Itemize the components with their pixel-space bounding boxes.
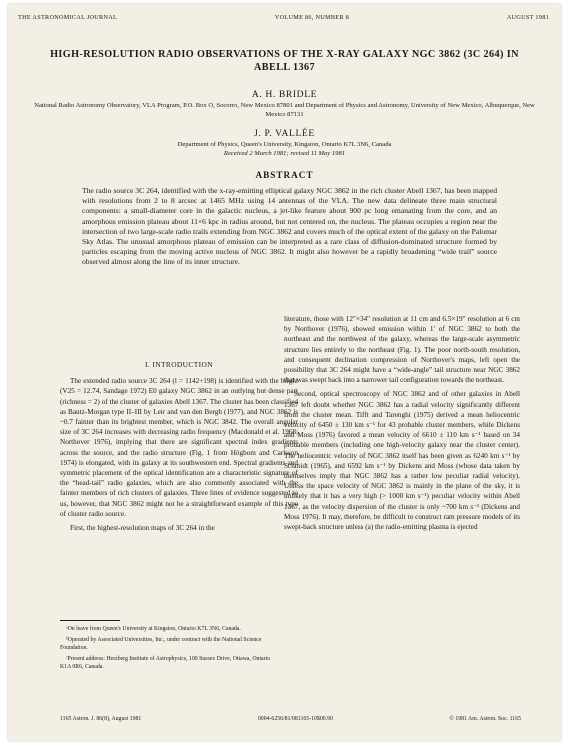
left-column — [60, 360, 298, 537]
body-paragraph: Second, optical spectroscopy of NGC 3862 and of other galaxies in Abell 1367 left doubt whether NGC 3862 has a radial velocity significantly different from the cluster mean. Tifft and Tarenghi (1975) derived a mean heliocentric velocity of 6450 ± 130 km s⁻¹ for 43 probable cluster members, while Dickens and Moss (1976) favored a mean velocity of 6610 ± 110 km s⁻¹ based on 34 probable members (including one high-velocity galaxy near the cluster center). The heliocentric velocity of NGC 3862 itself has been given as 6240 km s⁻¹ by Schmidt (1965), and 6592 km s⁻¹ by Dickens and Moss (whose data taken by themselves imply that NGC 3862 has a rather low peculiar radial velocity). Unless the space velocity of NGC 3862 is mainly in the plane of the sky, it is unlikely that it has a very high (> 1000 km s⁻¹) peculiar velocity within Abell 1367, as the velocity dispersion of the cluster is only ~700 km s⁻¹ (Dickens and Moss 1976). It may, therefore, be difficult to construct ram pressure models of its swept-back structure unless (a) the radio-emitting plasma is ejected — [284, 390, 520, 532]
footer-citation: 1165 Astron. J. 86(8), August 1981 — [60, 716, 142, 722]
abstract-text: The radio source 3C 264, identified with the x-ray-emitting elliptical galaxy NGC 3862 in the rich cluster Abell 1367, has been mapped with resolutions from 2 to 8 arcsec at 1465 MHz using 14 antennas of the VLA. The new data delineate three main structural components: a small-diameter core in the galactic nucleus, a jet-like feature about 900 pc long emanating from the core, and an amorphous emission plateau about 11×6 kpc in radius around, but not centered on, the nucleus. The plateau occupies a region near the intersection of two large-scale radio trails extending from NGC 3862 and covers much of the optical extent of the galaxy on the Palomar Sky Atlas. The unusual amorphous plateau of emission can be interpreted as a rare class of diffusion-dominated structure formed by particles escaping from the moving active nucleus of NGC 3862. It might also however be a rapidly broadening “wide trail” source observed almost along the line of its inner structure. — [82, 186, 497, 267]
footer-code: 0004-6256/81/081165-10$00.90 — [257, 716, 333, 722]
footnote: ᵇOperated by Associated Universities, Inc., under contract with the National Science Foundation. — [60, 637, 262, 651]
page-footer — [60, 716, 521, 722]
footnote: ᶜPresent address: Herzberg Institute of Astrophysics, 100 Sussex Drive, Ottawa, Ontario K1A 0R6, Canada. — [60, 656, 271, 670]
volume-number: VOLUME 86, NUMBER 8 — [274, 14, 349, 21]
journal-name: THE ASTRONOMICAL JOURNAL — [18, 14, 118, 21]
footnotes — [60, 620, 274, 674]
author-2-name: J. P. VALLÉE — [254, 128, 315, 139]
running-header — [18, 14, 549, 21]
author-2-affiliation: Department of Physics, Queen's University, Kingston, Ontario K7L 3N6, Canada — [177, 141, 392, 148]
body-paragraph: The extended radio source 3C 264 (l = 1142+198) is identified with the bright (V25 = 12.74, Sandage 1972) E0 galaxy NGC 3862 in an outlying but dense part (richness = 2) of the cluster of galaxies Abell 1367. The cluster has been classified as Bautz-Morgan type II–III by Leir and van den Bergh (1977), and NGC 3862 is ~0.7 fainter than its brightest member, which is NGC 3842. The overall angular size of 3C 264 increases with decreasing radio frequency (Macdonald et al. 1968; Northover 1976), implying that there are significant spectral index gradients across the source, and the radio structure (Fig. 1 from Högbom and Carlsson 1974) is elongated, with its galaxy at its southwestern end. Spectral gradients and symmetric placement of the optical identification are a characteristic signature of the “head-tail” radio galaxies, which are also commonly associated with the fainter members of rich clusters of galaxies. Three lines of evidence suggested to us, however, that NGC 3862 might not be a straightforward example of this type of cluster radio source. — [60, 377, 298, 518]
abstract-heading: ABSTRACT — [255, 170, 314, 180]
footnote: ᵃOn leave from Queen's University at Kingston, Ontario K7L 3N6, Canada. — [66, 626, 241, 632]
paper-title: HIGH-RESOLUTION RADIO OBSERVATIONS OF THE X-RAY GALAXY NGC 3862 (3C 264) IN ABELL 1367 — [50, 49, 519, 73]
issue-date: AUGUST 1981 — [506, 14, 549, 21]
body-paragraph: literature, those with 12″×34″ resolution at 11 cm and 6.5×19″ resolution at 6 cm by Northover (1976), showed emission within 1′ of NGC 3862 to both the northeast and the northwest of the galaxy, whereas the large-scale asymmetric structure lies entirely to the northeast (Fig. 1). The poor north-south resolution, and consequent declination compression of Northover's maps, left open the possibility that 3C 264 might have a “wide-angle” tail structure near NGC 3862 that was swept back into a narrower tail configuration towards the northeast. — [284, 315, 520, 385]
received-date: Received 2 March 1981; revised 11 May 1981 — [223, 150, 346, 157]
author-1-affiliation: National Radio Astronomy Observatory, VLA Program, P.O. Box O, Socorro, New Mexico 87801 and Department of Physics and Astronomy, University of New Mexico, Albuquerque, New Mexico 87131 — [34, 102, 535, 119]
author-1-name: A. H. BRIDLE — [251, 89, 318, 100]
journal-page — [8, 4, 561, 741]
footnote-rule — [60, 620, 120, 621]
footer-copyright: © 1981 Am. Astron. Soc. 1165 — [449, 716, 521, 722]
introduction-heading: I. INTRODUCTION — [145, 360, 213, 369]
right-column — [284, 314, 520, 536]
body-paragraph: First, the highest-resolution maps of 3C 264 in the — [70, 524, 215, 533]
